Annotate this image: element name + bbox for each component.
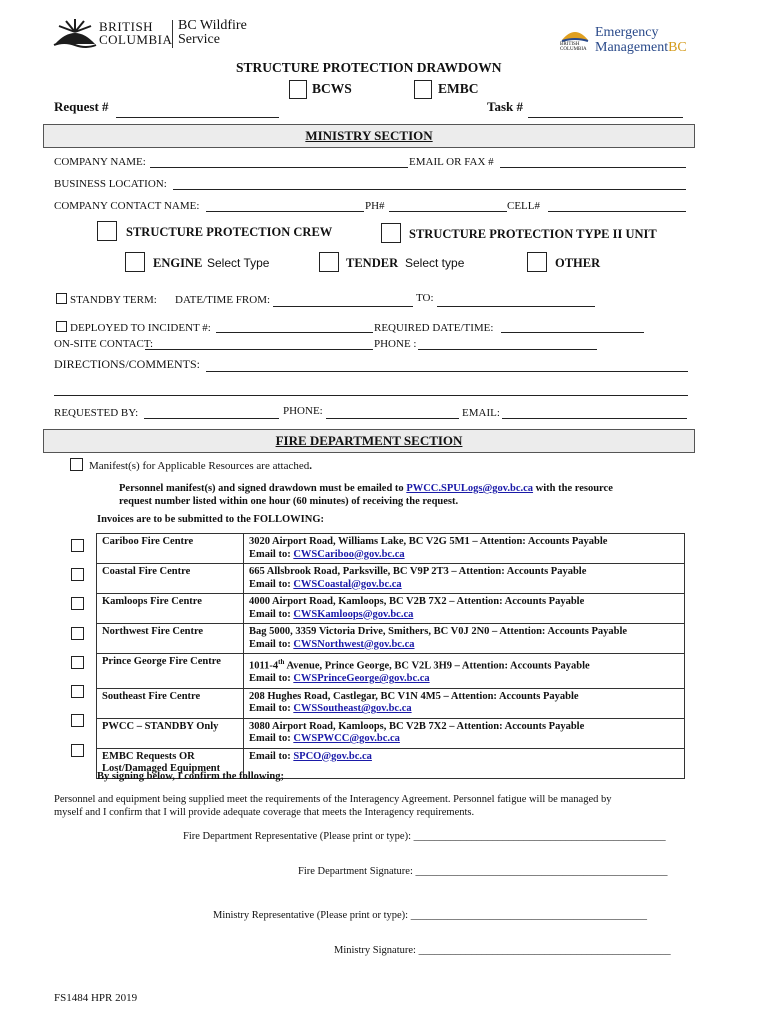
agreement-text-line2: myself and I confirm that I will provide adequate coverage that meets the Interagency requirements. — [54, 807, 475, 818]
centre-name: Northwest Fire Centre — [97, 624, 244, 654]
requested-email-input[interactable] — [502, 418, 687, 419]
pwcc-checkbox[interactable] — [71, 714, 84, 727]
embc-checkbox[interactable] — [414, 80, 432, 99]
email-label: Email to: — [249, 608, 294, 620]
table-row — [97, 654, 685, 689]
centre-name: EMBC Requests OR — [102, 750, 195, 762]
centre-email-link[interactable]: CWSSoutheast@gov.bc.ca — [293, 703, 412, 714]
invoices-heading: Invoices are to be submitted to the FOLLOWING: — [97, 514, 325, 525]
ministry-signature-input[interactable]: ________________________________________________ — [418, 945, 671, 956]
task-input[interactable] — [528, 117, 683, 118]
centre-email-link[interactable]: CWSNorthwest@gov.bc.ca — [293, 638, 415, 650]
sp-crew-checkbox[interactable] — [97, 221, 117, 241]
bc-logo-line1: BRITISH — [99, 19, 154, 34]
datetime-from-input[interactable] — [273, 306, 413, 307]
ph-label: PH# — [365, 200, 385, 212]
fd-rep-input[interactable]: ________________________________________________ — [413, 831, 666, 842]
tender-label: TENDER — [346, 256, 399, 270]
request-input[interactable] — [116, 117, 279, 118]
tender-checkbox[interactable] — [319, 252, 339, 272]
cell-label: CELL# — [507, 200, 540, 212]
centre-address-post: Avenue, Prince George, BC V2L 3H9 – Attention: Accounts Payable — [284, 660, 590, 672]
ministry-signature-label: Ministry Signature: — [334, 945, 416, 956]
requested-phone-input[interactable] — [326, 418, 459, 419]
fire-dept-section-header: FIRE DEPARTMENT SECTION — [43, 429, 695, 453]
bc-sun-icon — [52, 18, 98, 48]
logo-divider — [172, 20, 173, 48]
centre-address: 3080 Airport Road, Kamloops, BC V2B 7X2 – Attention: Accounts Payable — [249, 720, 585, 732]
ph-input[interactable] — [389, 211, 507, 212]
to-input[interactable] — [437, 306, 595, 307]
bcws-logo-line1: BC Wildfire — [178, 18, 247, 33]
centre-name-line2: Lost/Damaged Equipment — [102, 763, 221, 774]
centre-name: Kamloops Fire Centre — [97, 594, 244, 624]
deployed-checkbox[interactable] — [56, 321, 67, 332]
email-label: Email to: — [249, 733, 294, 744]
standby-checkbox[interactable] — [56, 293, 67, 304]
centre-email-link[interactable]: CWSPWCC@gov.bc.ca — [293, 733, 400, 744]
sp-type2-label: STRUCTURE PROTECTION TYPE II UNIT — [409, 227, 657, 241]
manifest-label: Manifest(s) for Applicable Resources are attached — [89, 460, 310, 472]
engine-type-select[interactable]: Select Type — [207, 256, 270, 270]
centre-name: Southeast Fire Centre — [97, 688, 244, 718]
centre-address: 4000 Airport Road, Kamloops, BC V2B 7X2 – Attention: Accounts Payable — [249, 596, 585, 607]
engine-label: ENGINE — [153, 256, 203, 270]
bcws-logo-line2: Service — [178, 32, 220, 47]
centre-name: Cariboo Fire Centre — [97, 534, 244, 564]
email-label: Email to: — [249, 750, 294, 762]
requested-by-input[interactable] — [144, 418, 279, 419]
ministry-rep-input[interactable]: _____________________________________________ — [410, 910, 647, 921]
centre-address-pre: 1011-4 — [249, 660, 279, 672]
standby-term-label: STANDBY TERM: — [70, 294, 157, 306]
to-label: TO: — [416, 292, 434, 304]
centre-address: 3020 Airport Road, Williams Lake, BC V2G 5M1 – Attention: Accounts Payable — [249, 536, 608, 547]
datetime-from-label: DATE/TIME FROM: — [175, 294, 271, 306]
contact-name-label: COMPANY CONTACT NAME: — [54, 200, 200, 212]
onsite-phone-label: PHONE : — [374, 338, 417, 350]
manifest-period: . — [309, 460, 312, 472]
embc-line2a: Management — [595, 40, 669, 55]
embc-sun-icon — [560, 24, 590, 42]
ministry-rep-label: Ministry Representative (Please print or type): — [213, 910, 409, 921]
embc-line2b: BC — [668, 40, 687, 55]
form-number-footer: FS1484 HPR 2019 — [54, 992, 138, 1004]
required-datetime-label: REQUIRED DATE/TIME: — [374, 322, 494, 334]
bc-logo-line2: COLUMBIA — [99, 32, 173, 47]
spu-logs-email-link[interactable]: PWCC.SPULogs@gov.bc.ca — [406, 483, 534, 494]
page-title: STRUCTURE PROTECTION DRAWDOWN — [236, 60, 502, 75]
bcws-checkbox[interactable] — [289, 80, 307, 99]
requested-phone-label: PHONE: — [283, 405, 323, 417]
embc-small-line2: COLUMBIA — [560, 47, 587, 52]
embc-small-line1: BRITISH — [560, 42, 580, 47]
ministry-section-header: MINISTRY SECTION — [43, 124, 695, 148]
centre-address: 665 Allsbrook Road, Parksville, BC V9P 2T3 – Attention: Accounts Payable — [249, 566, 587, 577]
fd-rep-label: Fire Department Representative (Please print or type): — [183, 831, 412, 842]
centre-name: Prince George Fire Centre — [97, 654, 244, 689]
centre-address-sup: th — [278, 658, 285, 666]
signing-statement: By signing below, I confirm the following; — [97, 771, 284, 782]
email-label: Email to: — [249, 548, 294, 560]
sp-crew-label: STRUCTURE PROTECTION CREW — [126, 225, 333, 239]
embc-requests-checkbox[interactable] — [71, 744, 84, 757]
email-label: Email to: — [249, 638, 294, 650]
directions-input-line2[interactable] — [54, 395, 688, 396]
company-name-label: COMPANY NAME: — [54, 156, 146, 168]
instruction-text-1: Personnel manifest(s) and signed drawdown must be emailed to — [119, 483, 407, 494]
centre-email-link[interactable]: SPCO@gov.bc.ca — [293, 750, 372, 762]
kamloops-checkbox[interactable] — [71, 597, 84, 610]
embc-label: EMBC — [438, 81, 479, 96]
centre-email-link[interactable]: CWSCoastal@gov.bc.ca — [293, 578, 402, 590]
fd-signature-label: Fire Department Signature: — [298, 866, 413, 877]
email-label: Email to: — [249, 703, 294, 714]
business-location-input[interactable] — [173, 189, 686, 190]
fire-centre-table — [96, 533, 685, 779]
contact-name-input[interactable] — [206, 211, 364, 212]
manifest-checkbox[interactable] — [70, 458, 83, 471]
request-label: Request # — [54, 99, 109, 114]
centre-address: Bag 5000, 3359 Victoria Drive, Smithers, BC V0J 2N0 – Attention: Accounts Payable — [249, 626, 628, 637]
centre-email-link[interactable]: CWSKamloops@gov.bc.ca — [293, 608, 414, 620]
other-label: OTHER — [555, 256, 601, 270]
requested-by-label: REQUESTED BY: — [54, 407, 139, 419]
prince-george-checkbox[interactable] — [71, 656, 84, 669]
deployed-label: DEPLOYED TO INCIDENT #: — [70, 322, 211, 334]
email-fax-input[interactable] — [500, 167, 686, 168]
bcws-label: BCWS — [312, 81, 352, 96]
instruction-text-2: with the resource — [533, 483, 613, 494]
centre-email-link[interactable]: CWSCariboo@gov.bc.ca — [293, 548, 405, 560]
directions-label: DIRECTIONS/COMMENTS: — [54, 357, 201, 371]
southeast-checkbox[interactable] — [71, 685, 84, 698]
centre-email-link[interactable]: CWSPrinceGeorge@gov.bc.ca — [293, 673, 430, 684]
requested-email-label: EMAIL: — [462, 407, 500, 419]
instruction-text-3: request number listed within one hour (60 minutes) of receiving the request. — [119, 496, 459, 507]
email-label: Email to: — [249, 578, 294, 590]
embc-logo — [558, 22, 698, 62]
table-row — [97, 688, 685, 718]
cell-input[interactable] — [548, 211, 686, 212]
embc-line1: Emergency — [595, 25, 659, 40]
engine-checkbox[interactable] — [125, 252, 145, 272]
onsite-contact-input[interactable] — [145, 349, 373, 350]
centre-name: Coastal Fire Centre — [97, 564, 244, 594]
incident-number-input[interactable] — [216, 332, 373, 333]
centre-name: PWCC – STANDBY Only — [97, 718, 244, 748]
sp-type2-checkbox[interactable] — [381, 223, 401, 243]
company-name-input[interactable] — [150, 167, 408, 168]
directions-input-line1[interactable] — [206, 371, 688, 372]
task-label: Task # — [487, 99, 524, 114]
table-row — [97, 718, 685, 748]
fd-signature-input[interactable]: ________________________________________________ — [415, 866, 668, 877]
email-fax-label: EMAIL OR FAX # — [409, 156, 494, 168]
onsite-phone-input[interactable] — [418, 349, 597, 350]
coastal-checkbox[interactable] — [71, 568, 84, 581]
business-location-label: BUSINESS LOCATION: — [54, 178, 167, 190]
agreement-text-line1: Personnel and equipment being supplied meet the requirements of the Interagency Agreement. Personnel fatigue will be managed by — [54, 794, 612, 805]
table-row — [97, 564, 685, 594]
northwest-checkbox[interactable] — [71, 627, 84, 640]
bc-government-logo — [52, 18, 172, 50]
tender-type-select[interactable]: Select type — [405, 256, 465, 270]
table-row — [97, 624, 685, 654]
table-row — [97, 534, 685, 564]
table-row — [97, 594, 685, 624]
required-datetime-input[interactable] — [501, 332, 644, 333]
email-label: Email to: — [249, 673, 294, 684]
other-checkbox[interactable] — [527, 252, 547, 272]
onsite-contact-label: ON-SITE CONTACT: — [54, 338, 154, 350]
centre-address: 208 Hughes Road, Castlegar, BC V1N 4M5 – Attention: Accounts Payable — [249, 690, 579, 702]
cariboo-checkbox[interactable] — [71, 539, 84, 552]
